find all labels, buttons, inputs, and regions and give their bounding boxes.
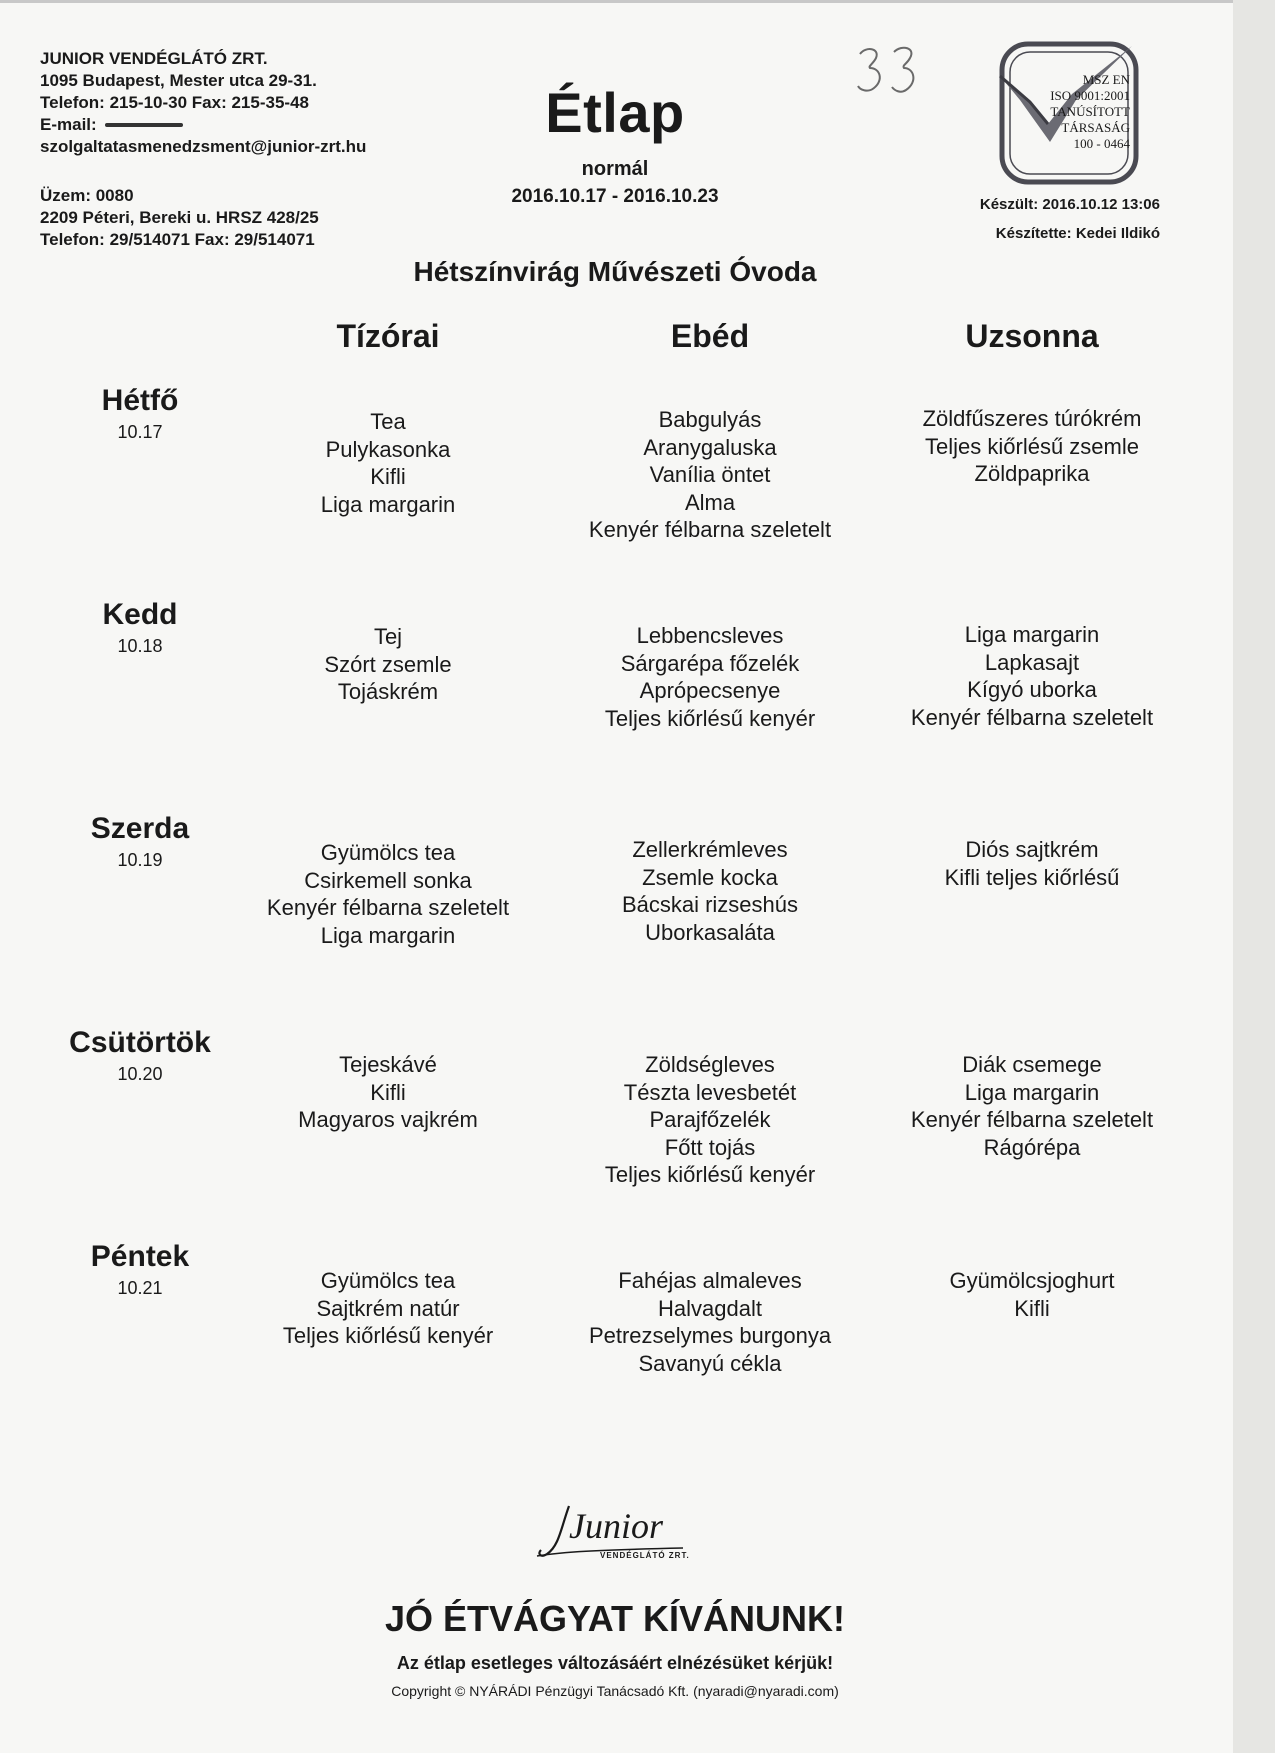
- menu-item: Fahéjas almaleves: [618, 1268, 802, 1293]
- menu-item: Főtt tojás: [664, 1134, 756, 1160]
- menu-item: Zöldfűszeres túrókrém: [922, 406, 1142, 431]
- thursday-afternoon: [867, 1051, 1197, 1161]
- menu-item: Liga margarin: [320, 491, 456, 517]
- iso-line-5: 100 - 0464: [1073, 136, 1130, 151]
- day-date: 10.21: [117, 1278, 163, 1298]
- friday-snack: [223, 1267, 553, 1350]
- page-title: Étlap: [545, 81, 685, 144]
- company-email: szolgaltatasmenedzsment@junior-zrt.hu: [40, 137, 367, 156]
- menu-item: Zöldségleves: [645, 1052, 775, 1077]
- menu-item: Tea: [370, 409, 406, 434]
- menu-item: Vanília öntet: [649, 462, 771, 488]
- iso-stamp-text: [1030, 72, 1130, 152]
- column-header-lunch: Ebéd: [670, 318, 750, 354]
- menu-item: Parajfőzelék: [649, 1107, 771, 1133]
- menu-item: Kígyó uborka: [967, 677, 1097, 703]
- day-label-monday: [40, 383, 240, 443]
- plant-phone-fax: Telefon: 29/514071 Fax: 29/514071: [40, 230, 315, 249]
- day-label-friday: [40, 1239, 240, 1299]
- day-date: 10.20: [117, 1064, 163, 1084]
- menu-type: normál: [581, 158, 649, 180]
- column-header-afternoon: Uzsonna: [965, 318, 1099, 354]
- menu-item: Liga margarin: [964, 1079, 1100, 1105]
- day-name: Szerda: [90, 812, 190, 845]
- menu-item: Kenyér félbarna szeletelt: [266, 895, 510, 921]
- monday-lunch: [545, 406, 875, 544]
- menu-item: Tojáskrém: [337, 679, 439, 705]
- menu-item: Savanyú cékla: [638, 1350, 782, 1376]
- day-date: 10.18: [117, 636, 163, 656]
- menu-item: Lapkasajt: [984, 649, 1080, 675]
- tuesday-snack: [223, 623, 553, 706]
- menu-item: Halvagdalt: [658, 1295, 762, 1321]
- menu-item: Kifli: [1014, 1295, 1050, 1321]
- iso-line-1: MSZ EN: [1082, 72, 1130, 87]
- menu-item: Zellerkrémleves: [632, 837, 788, 862]
- iso-line-3: TANÚSÍTOTT: [1050, 104, 1130, 119]
- school-name: Hétszínvirág Művészeti Óvoda: [413, 256, 817, 287]
- menu-item: Zöldpaprika: [974, 461, 1090, 487]
- menu-item: Alma: [684, 489, 736, 515]
- menu-item: Diák csemege: [962, 1052, 1102, 1077]
- plant-unit: Üzem: 0080: [40, 186, 134, 205]
- page-edge: [1233, 0, 1275, 1753]
- change-notice: Az étlap esetleges változásáért elnézésüket kérjük!: [396, 1653, 834, 1673]
- day-name: Hétfő: [101, 384, 179, 417]
- tuesday-lunch: [545, 622, 875, 732]
- page-top-edge: [0, 0, 1233, 3]
- menu-item: Aprópecsenye: [639, 678, 781, 704]
- menu-item: Liga margarin: [320, 922, 456, 948]
- menu-item: Magyaros vajkrém: [298, 1107, 478, 1133]
- menu-item: Sajtkrém natúr: [316, 1295, 460, 1321]
- menu-item: Gyümölcsjoghurt: [949, 1268, 1115, 1293]
- menu-item: Aranygaluska: [643, 434, 777, 460]
- day-label-thursday: [40, 1025, 240, 1085]
- thursday-snack: [223, 1051, 553, 1134]
- logo-text: Junior: [569, 1506, 663, 1546]
- document-meta: [930, 190, 1160, 248]
- tuesday-afternoon: [867, 621, 1197, 731]
- plant-address: 2209 Péteri, Bereki u. HRSZ 428/25: [40, 208, 319, 227]
- company-address: 1095 Budapest, Mester utca 29-31.: [40, 71, 317, 90]
- menu-item: Bácskai rizseshús: [621, 892, 799, 918]
- handwritten-number: [850, 40, 930, 100]
- menu-item: Kenyér félbarna szeletelt: [588, 517, 832, 543]
- menu-item: Lebbencsleves: [636, 623, 784, 648]
- menu-item: Teljes kiőrlésű kenyér: [282, 1323, 494, 1349]
- friday-afternoon: [867, 1267, 1197, 1322]
- menu-item: Szórt zsemle: [324, 651, 452, 677]
- friday-lunch: [545, 1267, 875, 1377]
- day-label-tuesday: [40, 597, 240, 657]
- column-header-snack: Tízórai: [336, 318, 440, 354]
- menu-item: Tejeskávé: [339, 1052, 437, 1077]
- menu-item: Kifli: [370, 1079, 406, 1105]
- menu-item: Tészta levesbetét: [623, 1079, 797, 1105]
- menu-item: Gyümölcs tea: [320, 1268, 456, 1293]
- menu-item: Diós sajtkrém: [965, 837, 1099, 862]
- menu-item: Kenyér félbarna szeletelt: [910, 704, 1154, 730]
- wednesday-afternoon: [867, 836, 1197, 891]
- wednesday-lunch: [545, 836, 875, 946]
- menu-item: Rágórépa: [983, 1134, 1081, 1160]
- email-label: E-mail:: [40, 115, 97, 134]
- menu-item: Teljes kiőrlésű kenyér: [604, 705, 816, 731]
- iso-line-2: ISO 9001:2001: [1050, 88, 1130, 103]
- day-name: Kedd: [102, 598, 178, 631]
- day-label-wednesday: [40, 811, 240, 871]
- menu-item: Sárgarépa főzelék: [620, 650, 800, 676]
- menu-item: Zsemle kocka: [642, 864, 778, 890]
- menu-item: Teljes kiőrlésű kenyér: [604, 1162, 816, 1188]
- day-name: Péntek: [90, 1240, 190, 1273]
- author: Készítette: Kedei Ildikó: [995, 225, 1160, 242]
- menu-item: Kifli teljes kiőrlésű: [944, 864, 1120, 890]
- created-date: Készült: 2016.10.12 13:06: [979, 196, 1160, 213]
- wednesday-snack: [223, 839, 553, 949]
- menu-item: Kifli: [370, 464, 406, 490]
- day-date: 10.19: [117, 850, 163, 870]
- menu-item: Liga margarin: [964, 622, 1100, 647]
- menu-item: Tej: [373, 624, 403, 649]
- date-range: 2016.10.17 - 2016.10.23: [511, 186, 719, 207]
- day-date: 10.17: [117, 422, 163, 442]
- menu-item: Petrezselymes burgonya: [588, 1323, 832, 1349]
- iso-line-4: TÁRSASÁG: [1061, 120, 1130, 135]
- copyright: Copyright © NYÁRÁDI Pénzügyi Tanácsadó Kft. (nyaradi@nyaradi.com): [391, 1683, 839, 1699]
- day-name: Csütörtök: [69, 1026, 211, 1059]
- monday-snack: [223, 408, 553, 518]
- company-phone-fax: Telefon: 215-10-30 Fax: 215-35-48: [40, 93, 309, 112]
- logo-subtext: VENDÉGLÁTÓ ZRT.: [600, 1551, 690, 1560]
- menu-item: Babgulyás: [658, 407, 762, 432]
- menu-item: Gyümölcs tea: [320, 840, 456, 865]
- menu-item: Csirkemell sonka: [304, 867, 472, 893]
- menu-item: Uborkasaláta: [645, 919, 775, 945]
- thursday-lunch: [545, 1051, 875, 1189]
- menu-item: Kenyér félbarna szeletelt: [910, 1107, 1154, 1133]
- monday-afternoon: [867, 405, 1197, 488]
- menu-item: Pulykasonka: [325, 436, 451, 462]
- menu-item: Teljes kiőrlésű zsemle: [925, 433, 1139, 459]
- slogan: JÓ ÉTVÁGYAT KÍVÁNUNK!: [384, 1598, 846, 1639]
- company-name: JUNIOR VENDÉGLÁTÓ ZRT.: [40, 49, 268, 68]
